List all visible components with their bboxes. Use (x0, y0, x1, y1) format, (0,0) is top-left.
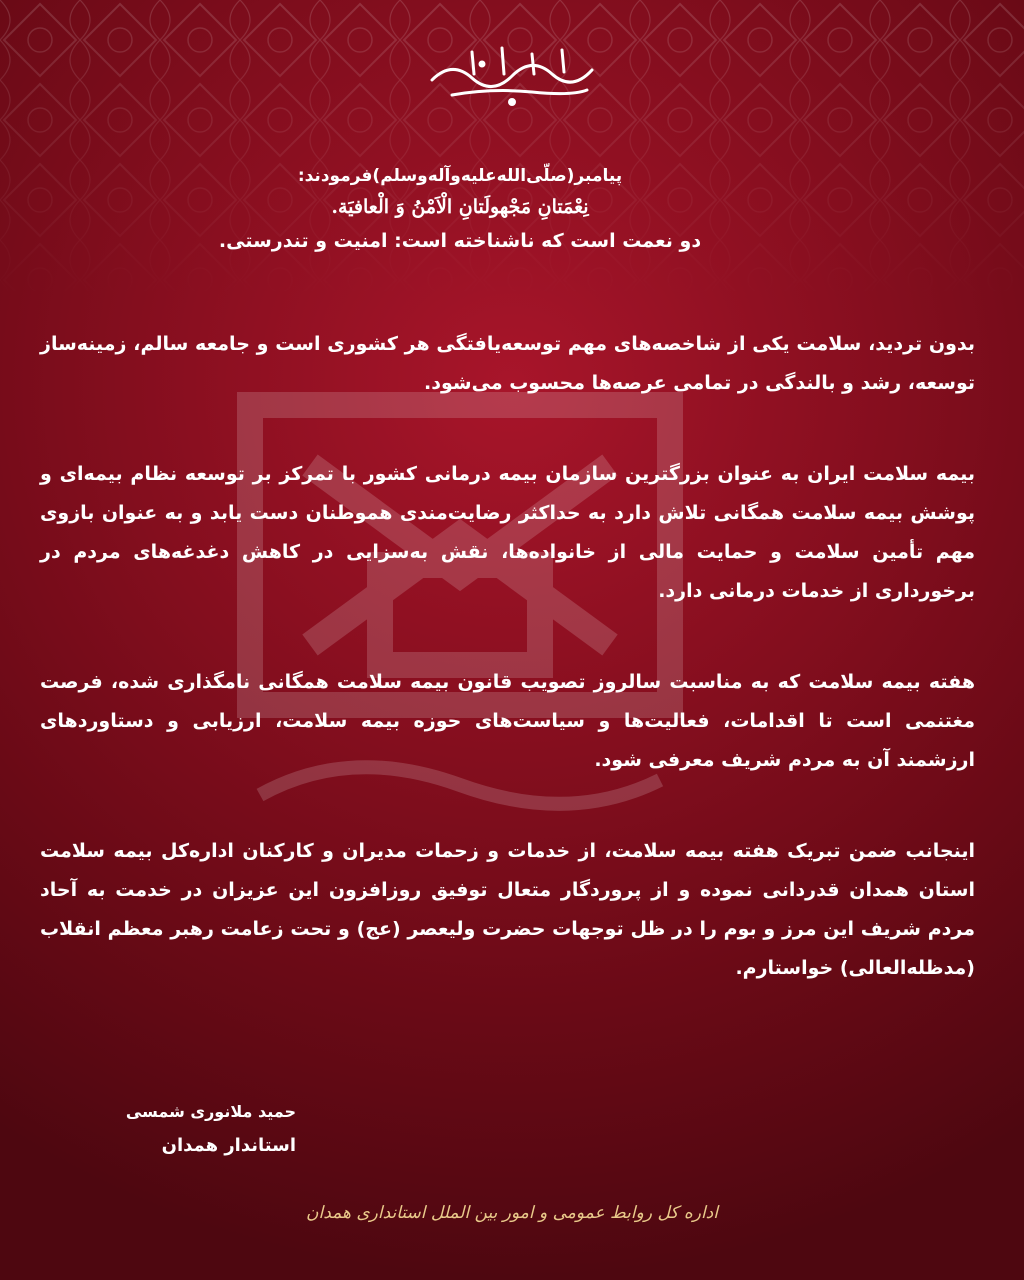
basmala-calligraphy (412, 40, 612, 110)
paragraph-congratulations: اینجانب ضمن تبریک هفته بیمه سلامت، از خدمات و زحمات مدیران و کارکنان اداره‌کل بیمه سلامت استان همدان قدردانی نموده و از پروردگار متعال توفیق روزافزون این عزیزان در خدمت به آحاد مردم شریف این مرز و بوم را در ظل توجهات حضرت ولیعصر (عج) و تحت زعامت رهبر معظم انقلاب (مدظله‌العالی) خواستارم. (40, 840, 975, 979)
hadith-block (160, 162, 760, 258)
signature-block (96, 1095, 296, 1163)
message-body (40, 325, 975, 1040)
hadith-translation: دو نعمت است که ناشناخته است: امنیت و تندرستی. (218, 230, 702, 252)
signer-title: استاندار همدان (161, 1135, 296, 1156)
signer-name: حمید ملانوری شمسی (125, 1102, 296, 1121)
paragraph-iran-health-insurance: بیمه سلامت ایران به عنوان بزرگترین سازمان بیمه درمانی کشور با تمرکز بر توسعه نظام بیمه‌ای و پوشش بیمه سلامت همگانی تلاش دارد به حداکثر رضایت‌مندی هموطنان دست یابد و به عنوان بازوی مهم تأمین سلامت و حمایت مالی از خانواده‌ها، نقش به‌سزایی در کاهش دغدغه‌های مردم در برخورداری از خدمات درمانی دارد. (40, 463, 975, 602)
hadith-intro: پیامبر(صلّی‌الله‌علیه‌وآله‌وسلم)فرمودند: (297, 166, 623, 186)
footer-office-name: اداره کل روابط عمومی و امور بین الملل استانداری همدان (306, 1203, 718, 1223)
paragraph-health-importance: بدون تردید، سلامت یکی از شاخصه‌های مهم توسعه‌یافتگی هر کشوری است و جامعه سالم، زمینه‌ساز توسعه، رشد و بالندگی در تمامی عرصه‌ها محسوب می‌شود. (40, 333, 975, 394)
paragraph-health-insurance-week: هفته بیمه سلامت که به مناسبت سالروز تصویب قانون بیمه سلامت همگانی نامگذاری شده، فرصت مغتنمی است تا اقدامات، فعالیت‌ها و سیاست‌های حوزه بیمه سلامت، ارزیابی و دستاوردهای ارزشمند آن به مردم شریف معرفی شود. (40, 671, 975, 771)
hadith-arabic: نِعْمَتانِ مَجْهولَتانِ الْاَمْنُ وَ الْعافيَة. (331, 196, 589, 218)
